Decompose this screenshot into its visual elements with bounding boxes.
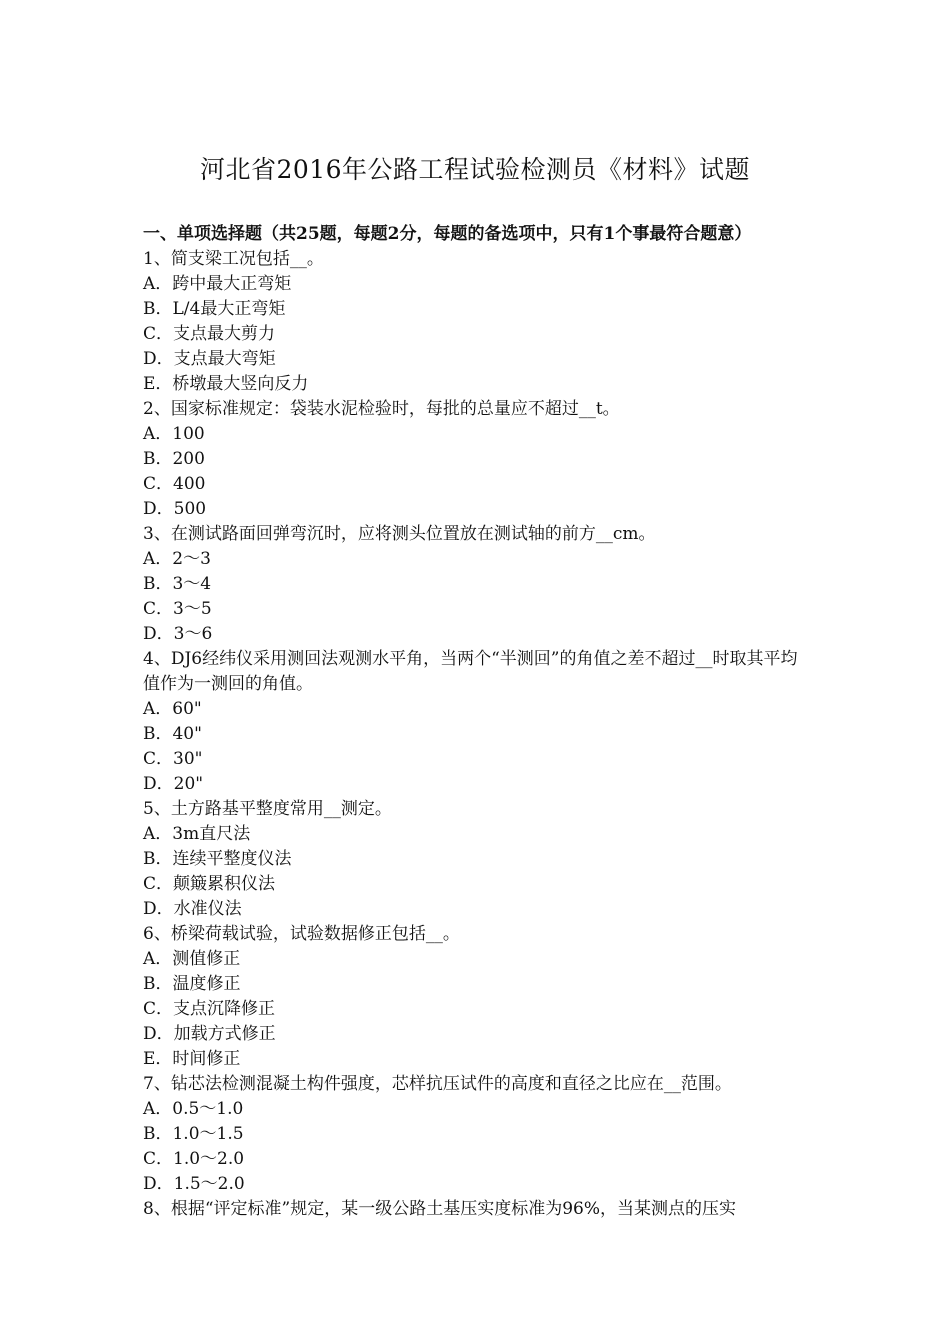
question-7 [143,1072,813,1197]
question-2 [143,397,813,522]
option-a: A．0.5～1.0 [143,1099,244,1119]
question-5 [143,797,813,922]
question-3 [143,522,813,647]
option-c: C．支点最大剪力 [143,324,276,344]
option-c: C．颠簸累积仪法 [143,874,276,894]
option-b: B．连续平整度仪法 [143,849,292,869]
question-stem: 7、钻芯法检测混凝土构件强度，芯样抗压试件的高度和直径之比应在__范围。 [143,1074,732,1094]
option-b: B．200 [143,449,205,469]
option-d: D．20" [143,774,204,794]
question-4 [143,647,813,797]
question-6 [143,922,813,1072]
option-d: D．支点最大弯矩 [143,349,276,369]
question-stem: 6、桥梁荷载试验，试验数据修正包括__。 [143,924,460,944]
option-a: A．60" [143,699,202,719]
question-stem: 3、在测试路面回弹弯沉时，应将测头位置放在测试轴的前方__cm。 [143,524,656,544]
option-c: C．1.0～2.0 [143,1149,245,1169]
option-c: C．400 [143,474,206,494]
option-b: B．温度修正 [143,974,241,994]
section-heading: 一、单项选择题（共25题，每题2分，每题的备选项中，只有1个事最符合题意） [143,224,752,244]
option-a: A．测值修正 [143,949,241,969]
option-d: D．水准仪法 [143,899,242,919]
question-stem: 8、根据“评定标准”规定，某一级公路土基压实度标准为96%，当某测点的压实 [143,1199,736,1219]
question-stem: 2、国家标准规定：袋装水泥检验时，每批的总量应不超过__t。 [143,399,620,419]
option-a: A．跨中最大正弯矩 [143,274,292,294]
option-d: D．1.5～2.0 [143,1174,245,1194]
option-c: C．30" [143,749,203,769]
question-stem: 5、土方路基平整度常用__测定。 [143,799,392,819]
option-a: A．2～3 [143,549,211,569]
option-e: E．桥墩最大竖向反力 [143,374,309,394]
option-b: B．1.0～1.5 [143,1124,244,1144]
question-8 [143,1197,813,1222]
question-stem: 4、DJ6经纬仪采用测回法观测水平角，当两个“半测回”的角值之差不超过__时取其平均值作为一测回的角值。 [143,649,798,694]
option-b: B．40" [143,724,202,744]
option-c: C．3～5 [143,599,212,619]
question-1 [143,247,813,397]
option-b: B．L/4最大正弯矩 [143,299,286,319]
page-title: 河北省2016年公路工程试验检测员《材料》试题 [199,155,751,184]
option-a: A．3m直尺法 [143,824,251,844]
question-stem: 1、简支梁工况包括__。 [143,249,324,269]
option-d: D．3～6 [143,624,213,644]
option-e: E．时间修正 [143,1049,241,1069]
option-a: A．100 [143,424,205,444]
option-d: D．500 [143,499,207,519]
option-d: D．加载方式修正 [143,1024,276,1044]
option-b: B．3～4 [143,574,212,594]
exam-content [143,222,813,1222]
option-c: C．支点沉降修正 [143,999,276,1019]
